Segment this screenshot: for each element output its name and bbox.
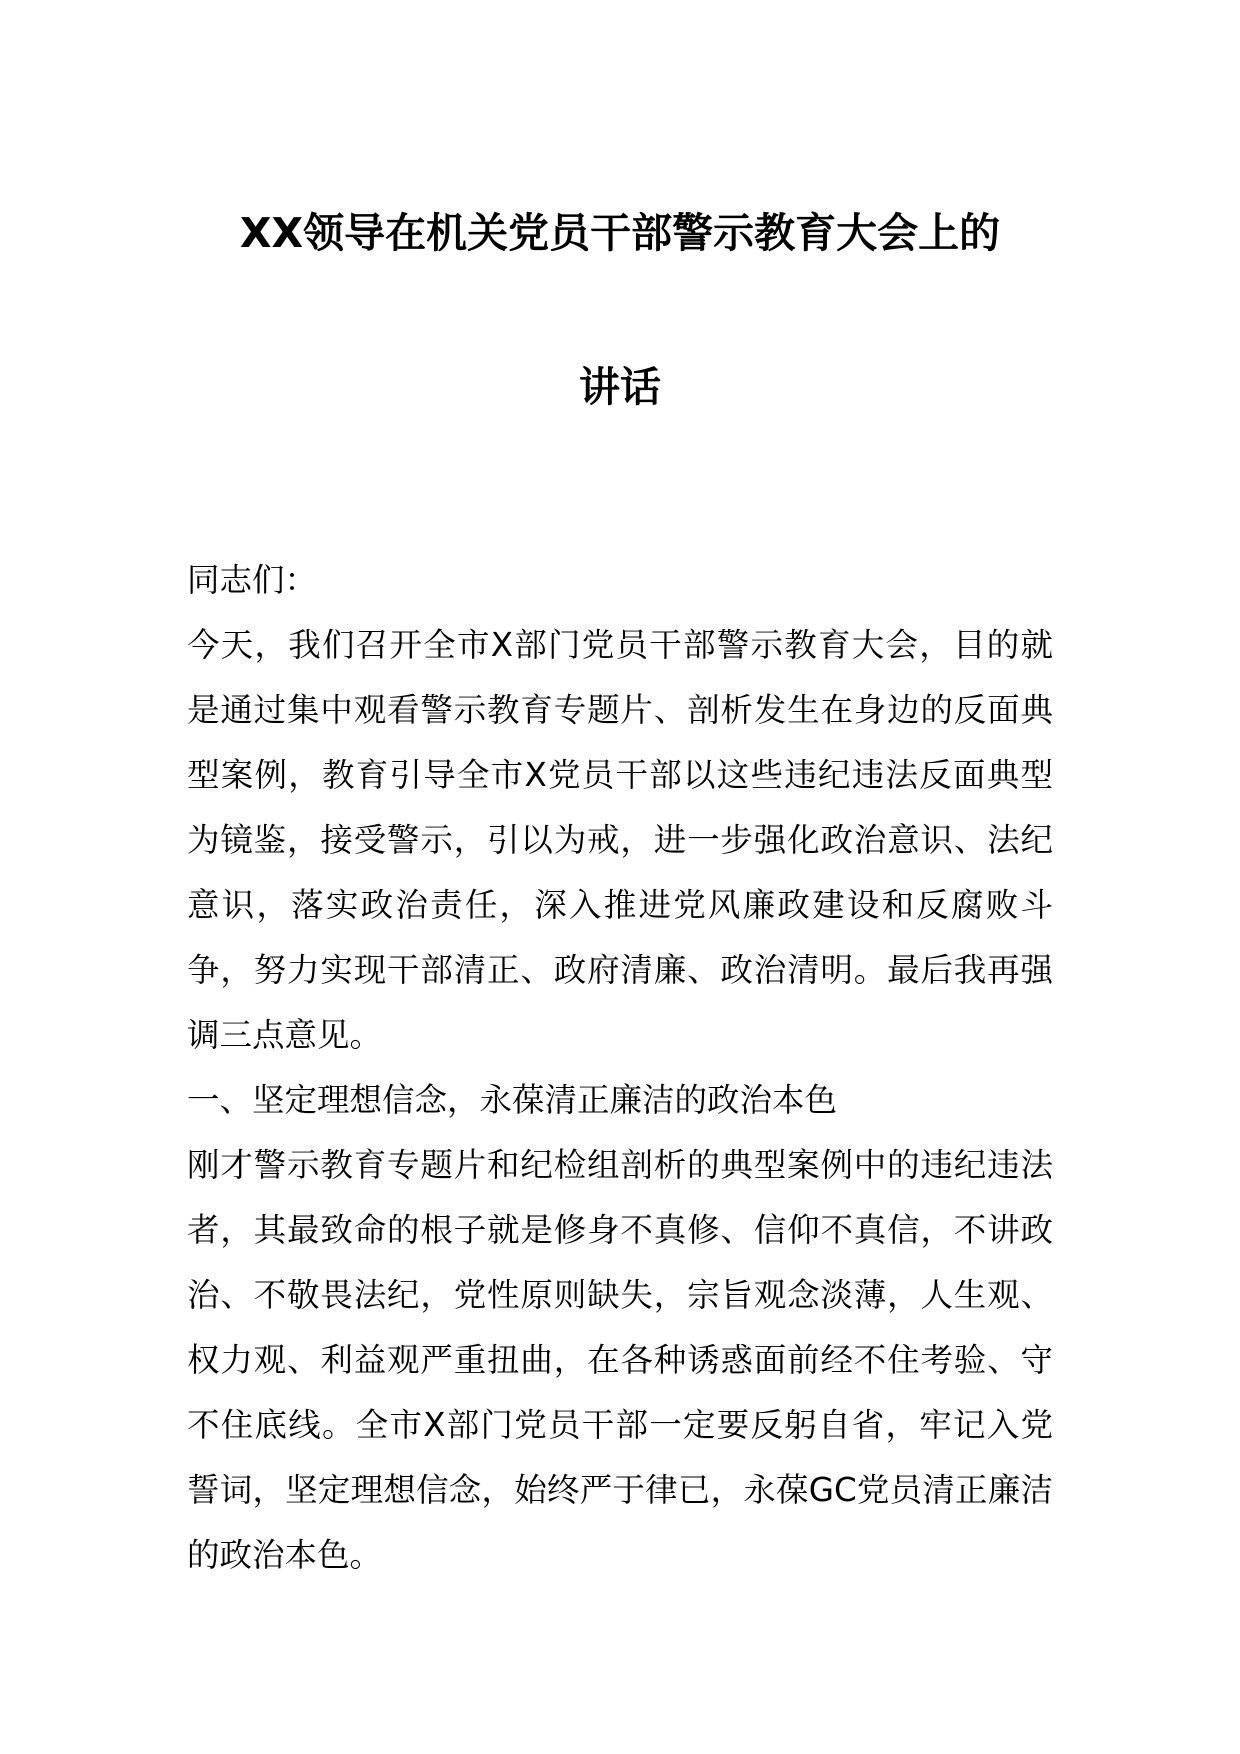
section-heading-1: 一、坚定理想信念，永葆清正廉洁的政治本色: [187, 1081, 838, 1119]
document-title-line-2: 讲话: [579, 363, 661, 411]
document-body: [187, 548, 1053, 1588]
document-title-line-1: XX领导在机关党员干部警示教育大会上的: [239, 209, 1001, 257]
paragraph-section-1: 刚才警示教育专题片和纪检组剖析的典型案例中的违纪违法者，其最致命的根子就是修身不真修、信仰不真信，不讲政治、不敬畏法纪，党性原则缺失，宗旨观念淡薄，人生观、权力观、利益观严重扭曲，在各种诱惑面前经不住考验、守不住底线。全市X部门党员干部一定要反躬自省，牢记入党誓词，坚定理想信念，始终严于律已，永葆GC党员清正廉洁的政治本色。: [187, 1146, 1053, 1574]
paragraph-intro: 今天，我们召开全市X部门党员干部警示教育大会，目的就是通过集中观看警示教育专题片、剖析发生在身边的反面典型案例，教育引导全市X党员干部以这些违纪违法反面典型为镜鉴，接受警示，引以为戒，进一步强化政治意识、法纪意识，落实政治责任，深入推进党风廉政建设和反腐败斗争，努力实现干部清正、政府清廉、政治清明。最后我再强调三点意见。: [187, 626, 1053, 1054]
salutation: 同志们：: [187, 561, 318, 599]
